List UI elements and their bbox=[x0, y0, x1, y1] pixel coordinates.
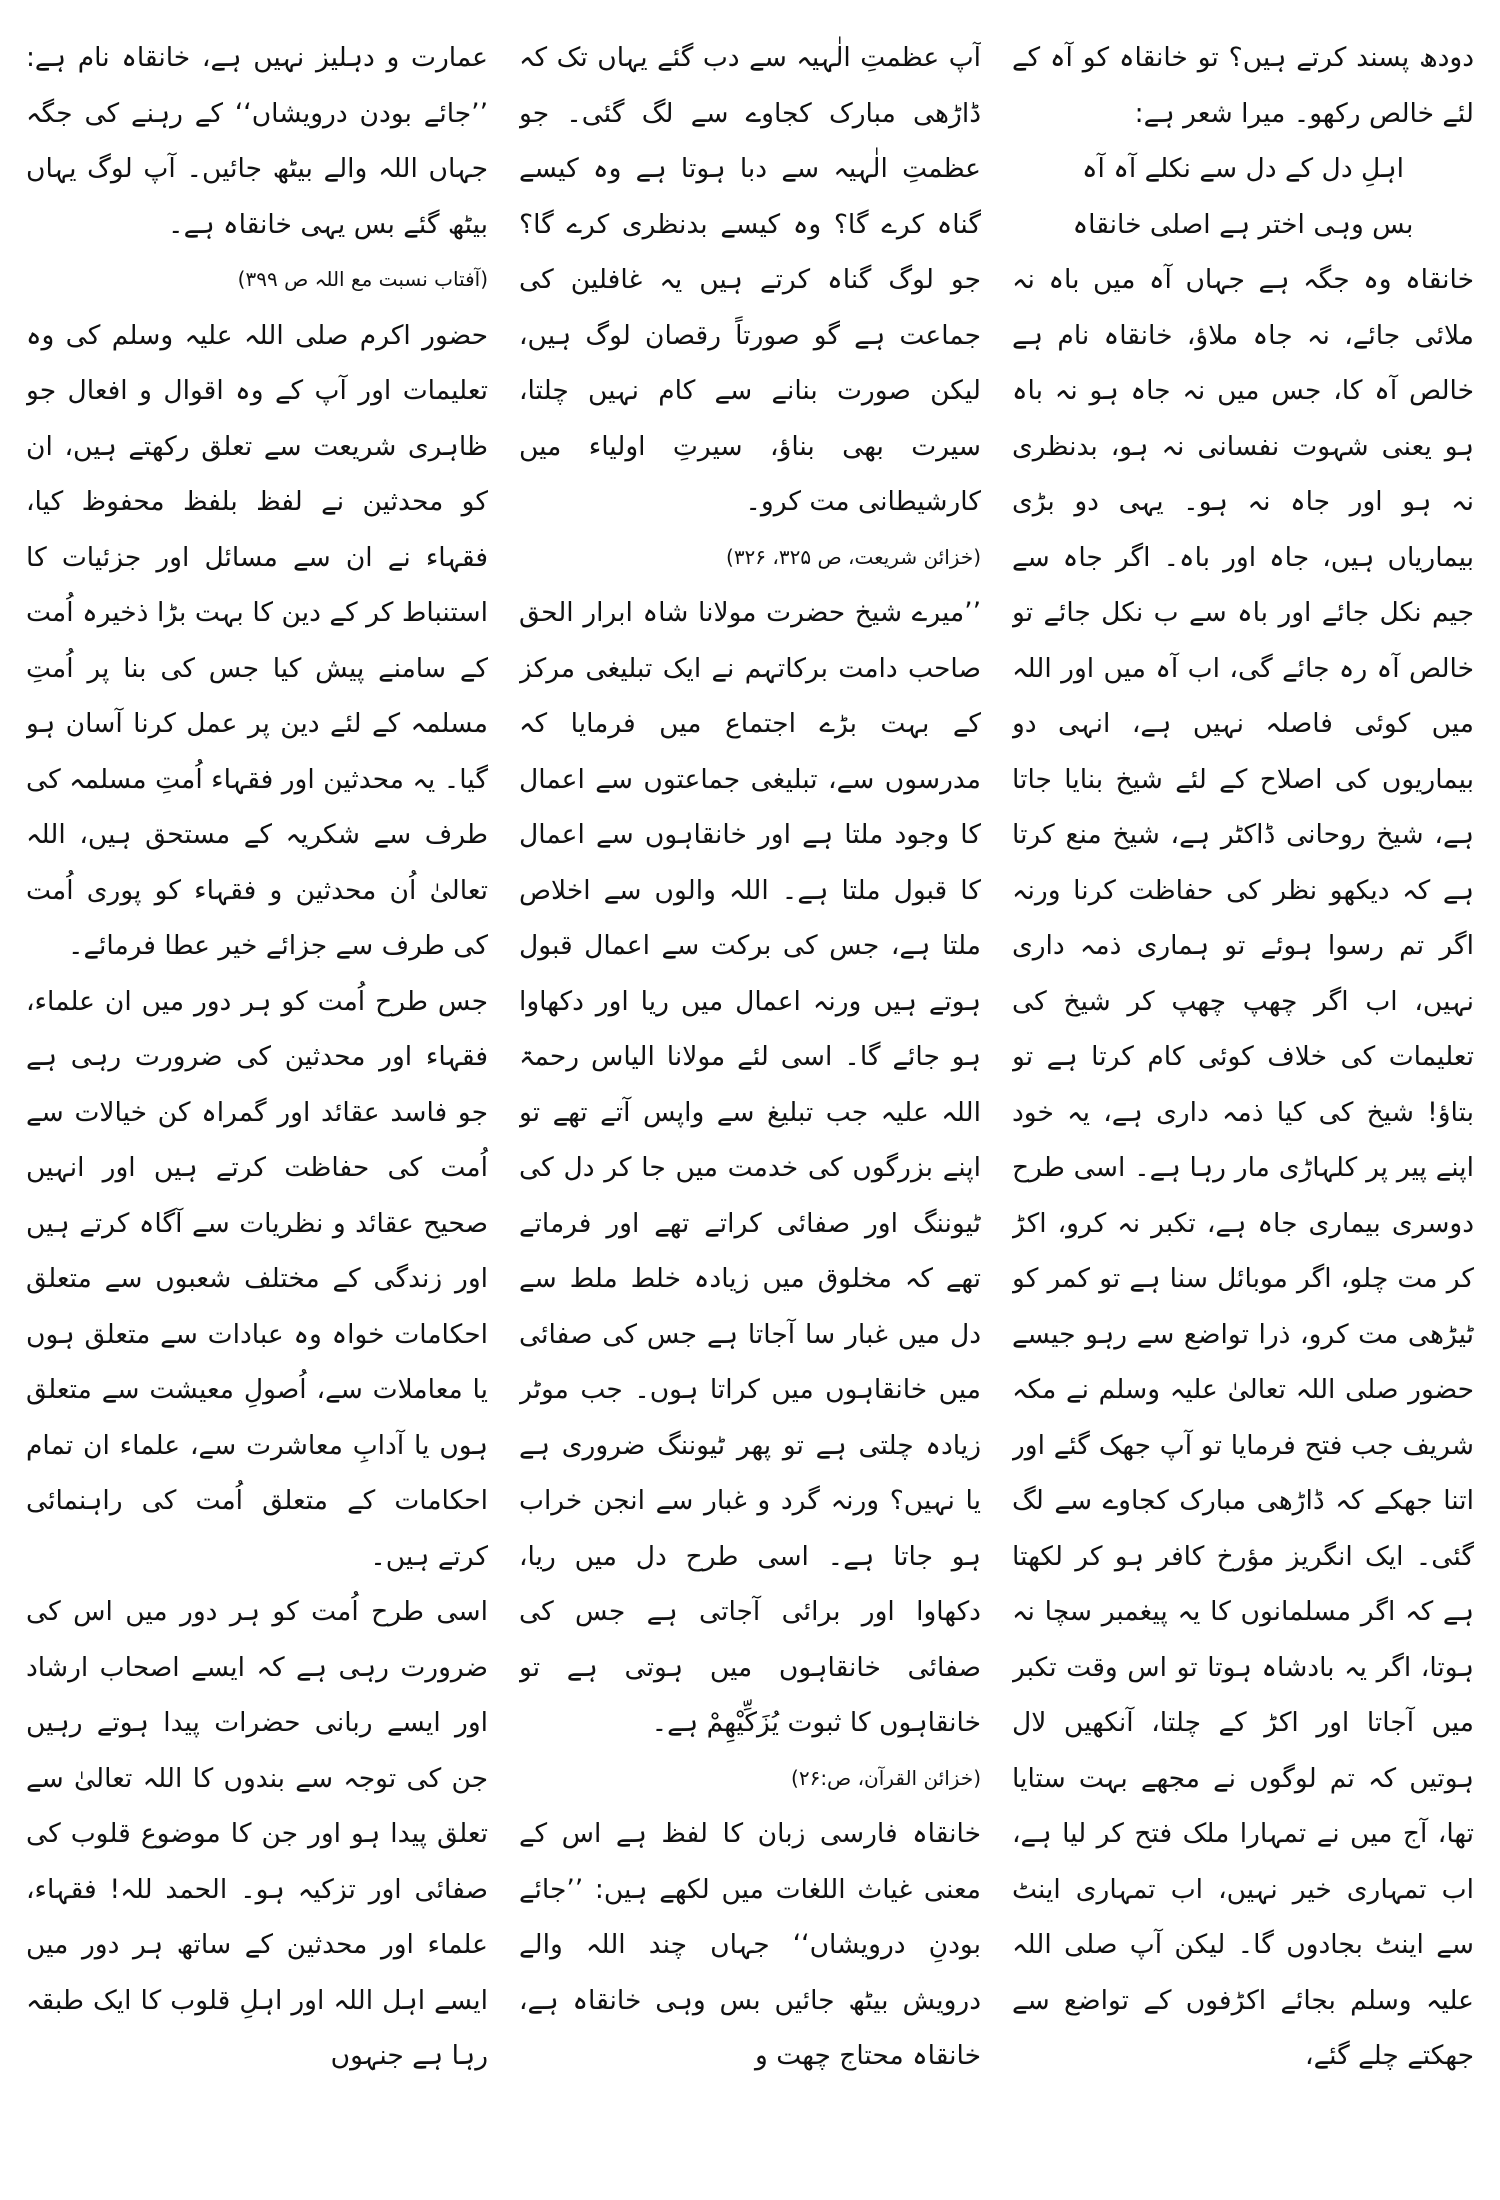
column-right bbox=[1012, 30, 1474, 2180]
paragraph: اسی طرح اُمت کو ہر دور میں اس کی ضرورت رہی ہے کہ ایسے اصحاب ارشاد اور ایسے ربانی حضرات پیدا ہوتے رہیں جن کی توجہ سے بندوں کا اللہ تعالیٰ سے تعلق پیدا ہو اور جن کا موضوع قلوب کی صفائی اور تزکیہ ہو۔ الحمد للہ! فقہاء، علماء اور محدثین کے ساتھ ہر دور میں ایسے اہل اللہ اور اہلِ قلوب کا ایک طبقہ رہا ہے جنہوں bbox=[26, 1596, 488, 2071]
paragraph: خانقاہ فارسی زبان کا لفظ ہے اس کے معنی غیاث اللغات میں لکھے ہیں: ’’جائے بودنِ درویشاں‘‘ جہاں چند اللہ والے درویش بیٹھ جائیں بس وہی خانقاہ ہے، خانقاہ محتاج چھت و bbox=[519, 1818, 981, 2071]
column-middle bbox=[519, 30, 981, 2180]
paragraph: حضور اکرم صلی اللہ علیہ وسلم کی وہ تعلیمات اور آپ کے وہ اقوال و افعال جو ظاہری شریعت سے تعلق رکھتے ہیں، ان کو محدثین نے لفظ بلفظ محفوظ کیا، فقہاء نے ان سے مسائل اور جزئیات کا استنباط کر کے دین کا بہت بڑا ذخیرہ اُمت کے سامنے پیش کیا جس کی بنا پر اُمتِ مسلمہ کے لئے دین پر عمل کرنا آسان ہو گیا۔ یہ محدثین اور فقہاء اُمتِ مسلمہ کی طرف سے شکریہ کے مستحق ہیں، اللہ تعالیٰ اُن محدثین و فقہاء کو پوری اُمت کی طرف سے جزائے خیر عطا فرمائے۔ bbox=[26, 319, 488, 961]
citation-reference: (خزائن القرآن، ص:۲۶) bbox=[791, 1765, 981, 1790]
paragraph: آپ عظمتِ الٰہیہ سے دب گئے یہاں تک کہ ڈاڑھی مبارک کجاوے سے لگ گئی۔ جو عظمتِ الٰہیہ سے دبا ہوتا ہے وہ کیسے گناہ کرے گا؟ وہ کیسے بدنظری کرے گا؟ جو لوگ گناہ کرتے ہیں یہ غافلین کی جماعت ہے گو صورتاً رقصان لوگ ہیں، لیکن صورت بنانے سے کام نہیں چلتا، سیرت بھی بناؤ، سیرتِ اولیاء میں کارشیطانی مت کرو۔ bbox=[519, 42, 981, 517]
paragraph: جس طرح اُمت کو ہر دور میں ان علماء، فقہاء اور محدثین کی ضرورت رہی ہے جو فاسد عقائد اور گمراہ کن خیالات سے اُمت کی حفاظت کرتے ہیں اور انہیں صحیح عقائد و نظریات سے آگاہ کرتے ہیں اور زندگی کے مختلف شعبوں سے متعلق احکامات خواہ وہ عبادات سے متعلق ہوں یا معاملات سے، اُصولِ معیشت سے متعلق ہوں یا آدابِ معاشرت سے، علماء ان تمام احکامات کے متعلق اُمت کی راہنمائی کرتے ہیں۔ bbox=[26, 985, 488, 1572]
paragraph: عمارت و دہلیز نہیں ہے، خانقاہ نام ہے: ’’جائے بودن درویشاں‘‘ کے رہنے کی جگہ جہاں اللہ والے بیٹھ جائیں۔ آپ لوگ یہاں بیٹھ گئے بس یہی خانقاہ ہے۔ bbox=[26, 42, 488, 240]
column-left bbox=[26, 30, 488, 2180]
poetry-verse: اہلِ دل کے دل سے نکلے آہ آہ bbox=[1082, 153, 1404, 184]
paragraph: ’’میرے شیخ حضرت مولانا شاہ ابرار الحق صاحب دامت برکاتہم نے ایک تبلیغی مرکز کے بہت بڑے اجتماع میں فرمایا کہ مدرسوں سے، تبلیغی جماعتوں سے اعمال کا وجود ملتا ہے اور خانقاہوں سے اعمال کا قبول ملتا ہے۔ اللہ والوں سے اخلاص ملتا ہے، جس کی برکت سے اعمال قبول ہوتے ہیں ورنہ اعمال میں ریا اور دکھاوا ہو جائے گا۔ اسی لئے مولانا الیاس رحمۃ اللہ علیہ جب تبلیغ سے واپس آتے تھے تو اپنے بزرگوں کی خدمت میں جا کر دل کی ٹیوننگ اور صفائی کراتے تھے اور فرماتے تھے کہ مخلوق میں زیادہ خلط ملط سے دل میں غبار سا آجاتا ہے جس کی صفائی میں خانقاہوں میں کراتا ہوں۔ جب موٹر زیادہ چلتی ہے تو پھر ٹیوننگ ضروری ہے یا نہیں؟ ورنہ گرد و غبار سے انجن خراب ہو جاتا ہے۔ اسی طرح دل میں ریا، دکھاوا اور برائی آجاتی ہے جس کی صفائی خانقاہوں میں ہوتی ہے تو خانقاہوں کا ثبوت یُزَکِّیْھِمْ ہے۔ bbox=[519, 597, 981, 1738]
text-columns bbox=[26, 30, 1474, 2180]
paragraph: دودھ پسند کرتے ہیں؟ تو خانقاہ کو آہ کے لئے خالص رکھو۔ میرا شعر ہے: bbox=[1012, 42, 1474, 129]
citation-reference: (خزائن شریعت، ص ۳۲۵، ۳۲۶) bbox=[726, 544, 981, 569]
citation-reference: (آفتاب نسبت مع اللہ ص ۳۹۹) bbox=[237, 267, 488, 291]
poetry-verse: بس وہی اختر ہے اصلی خانقاہ bbox=[1072, 208, 1414, 240]
paragraph: خانقاہ وہ جگہ ہے جہاں آہ میں باہ نہ ملائی جائے، نہ جاہ ملاؤ، خانقاہ نام ہے خالص آہ کا، جس میں نہ جاہ ہو نہ باہ ہو یعنی شہوت نفسانی نہ ہو، بدنظری نہ ہو اور جاہ نہ ہو۔ یہی دو بڑی بیماریاں ہیں، جاہ اور باہ۔ اگر جاہ سے جیم نکل جائے اور باہ سے ب نکل جائے تو خالص آہ رہ جائے گی، اب آہ میں اور اللہ میں کوئی فاصلہ نہیں ہے، انہی دو بیماریوں کی اصلاح کے لئے شیخ بنایا جاتا ہے، شیخ روحانی ڈاکٹر ہے، شیخ منع کرتا ہے کہ دیکھو نظر کی حفاظت کرنا ورنہ اگر تم رسوا ہوئے تو ہماری ذمہ داری نہیں، اب اگر چھپ چھپ کر شیخ کی تعلیمات کی خلاف کوئی کام کرتا ہے تو بتاؤ! شیخ کی کیا ذمہ داری ہے، یہ خود اپنے پیر پر کلہاڑی مار رہا ہے۔ اسی طرح دوسری بیماری جاہ ہے، تکبر نہ کرو، اکڑ کر مت چلو، اگر موبائل سنا ہے تو کمر کو ٹیڑھی مت کرو، ذرا تواضع سے رہو جیسے حضور صلی اللہ تعالیٰ علیہ وسلم نے مکہ شریف جب فتح فرمایا تو آپ جھک گئے اور اتنا جھکے کہ ڈاڑھی مبارک کجاوے سے لگ گئی۔ ایک انگریز مؤرخ کافر ہو کر لکھتا ہے کہ اگر مسلمانوں کا یہ پیغمبر سچا نہ ہوتا، اگر یہ بادشاہ ہوتا تو اس وقت تکبر میں آجاتا اور اکڑ کے چلتا، آنکھیں لال ہوتیں کہ تم لوگوں نے مجھے بہت ستایا تھا، آج میں نے تمہارا ملک فتح کر لیا ہے، اب تمہاری خیر نہیں، اب تمہاری اینٹ سے اینٹ بجادوں گا۔ لیکن آپ صلی اللہ علیہ وسلم بجائے اکڑفوں کے تواضع سے جھکتے چلے گئے، bbox=[1012, 264, 1474, 2071]
